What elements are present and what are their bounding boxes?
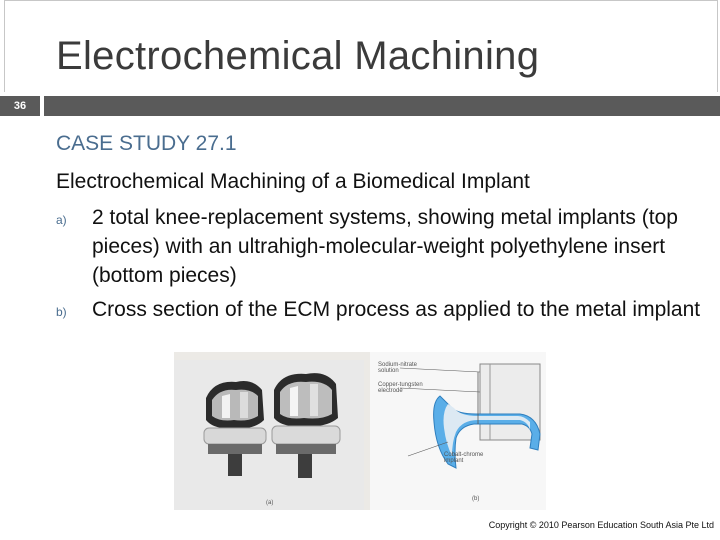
list-marker: a): [56, 213, 67, 227]
ecm-diagram: [370, 352, 546, 510]
callout-implant: Cobalt-chrome implant: [444, 452, 484, 464]
list-item: [56, 203, 696, 293]
slide-number: 36: [0, 96, 40, 116]
list-item-text: Cross section of the ECM process as applied to the metal implant: [92, 298, 701, 321]
ecm-cross-section: [370, 352, 546, 510]
list-item: [56, 295, 701, 355]
list-item-text: 2 total knee-replacement systems, showing metal implants (top pieces) with an ultrahigh-molecular-weight polyethylene insert (bottom pieces): [92, 206, 678, 287]
figure-label-a: (a): [266, 500, 274, 506]
case-study-heading: CASE STUDY 27.1: [56, 132, 237, 155]
figure-label-b: (b): [472, 496, 480, 502]
knee-implants-image: [174, 360, 364, 510]
slide-title: Electrochemical Machining: [56, 34, 540, 78]
divider-bar: [44, 96, 720, 116]
list-marker: b): [56, 305, 67, 319]
callout-electrode: Copper-tungsten electrode: [378, 382, 423, 394]
copyright-notice: Copyright © 2010 Pearson Education South Asia Pte Ltd: [488, 520, 714, 530]
callout-solution: Sodium-nitrate solution: [378, 362, 418, 374]
case-study-subtitle: Electrochemical Machining of a Biomedical Implant: [56, 170, 530, 193]
title-divider: [0, 96, 720, 116]
case-study-figure: [174, 352, 546, 510]
knee-implant-photo: [174, 360, 364, 510]
